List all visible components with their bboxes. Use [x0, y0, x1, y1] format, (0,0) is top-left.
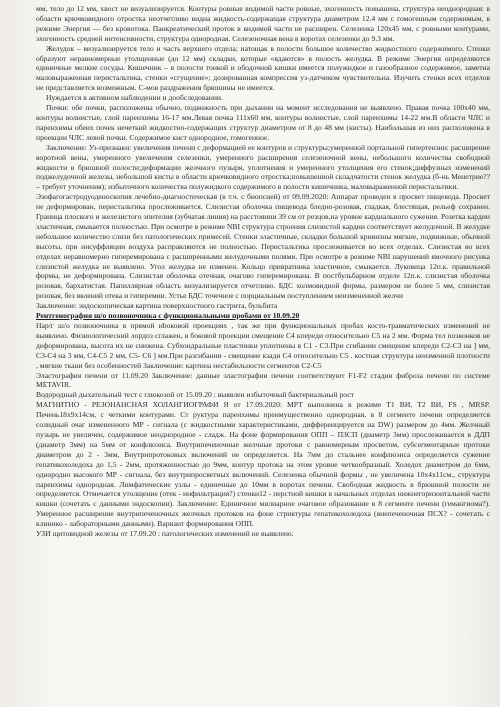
kidneys-paragraph: Почки: обе почки, расположены обычно, подвижность при дыхании на момент исследования не выявлено. Правая почка 100х40 мм, контуры волнистые, слой паренхимы 16-17 мм.Левая почка 111х60 мм, контуры волнистые, слой паренхимы 14-22 мм.В области ЧЛС и паренхимы обеих почек нечеткий жидкостно-содержащих структур диаметром от 8 до 48 мм (кисты). Наибольшая из них расположена в проекции ЧЛС левой почки. Содержимое кист однородное, гомогенное. [36, 103, 490, 142]
xray-paragraph: Нар/г ш/о позвоночника в прямой иboковой проекциях , так же при функциональных пробах косто-травматических изменений не выявлено. Физиологический лордоз сглажен, в боковой проекции смещение С4 кпереди относительно С5 на 2 мм. Форма тел позвонков не деформирована, высота их не снижена. Субхондральные пластинки уплотнены в С1 - С3.При сгибании смещение кпереди С2-С3 на ] мм, С3-С4 на 3 мм, С4-С5 2 мм, С5- С6 ] мм.При разгибании - смещение кзади С4 относительно С5 . костная структура неизменной плотности , мягкие ткани без особенностей Заключение: картина нестабильности сегментов С2-С5 [36, 321, 490, 370]
egds-conclusion: Заключение: эндоскопическая картина поверхностного гастрита, бульбита [36, 301, 278, 311]
document-body [36, 4, 490, 539]
stomach-intestine-paragraph: Желудок – визуализируется тело и часть верхнего отдела; натощак в полости большое количество жидкостного содержимого. Стенки образуют неравномерные утолщенные (до 12 мм) складки, которые «вдаются» в полость желудка. В режиме Энергия определяются единичные мелкие сосуды. Кишечник – в полости тонкой и ободочной кишки имеется полужидкое и газообразное содержимое, заметна маловыраженная перистальтика, стенки «сгущение»; дозированная компрессия уз-датчиком чувствительна. Изучить стенки всех отделов не представляется возможным. С-мов раздражения брюшины не имеется. [36, 43, 490, 93]
pancreas-spleen-paragraph: мм, тело до 12 мм, хвост не визуализируется. Контуры ровные видимой части ровные, эхогенность повышена, структура неоднородная: в области крючковидного отростка неотчетливо видна жидкость-содержащая структура диаметром 12.4 мм с гомогенным содержимым, в режиме Энергия — без кровотока. Панкреатический проток в видимой части не расширен. Селезенка 120х45 мм, с ровными контурами, эхогенность средней интенсивности, структура однородная. Селезеночная вена в воротах селезенки до 9.3 мм. [36, 4, 490, 43]
observation-note: Нуждается в активном наблюдении и дообследовании. [46, 93, 223, 103]
egds-section: Эзофагогастродуоденоскопия лечебно-диагностическая (в т.ч. с биопсией) от 09.09.2020: Аппарат проведен в просвет пищевода. Просвет не деформирован, перистальтика прослеживается. Слизистая оболочка пищевода бледно-розовая, гладкая, блестящая, рельеф сохранен. Граница плоского и железистого эпителия (зубчатая линия) на расстоянии 39 см от резцов,на уровне кардиального сужения. Розетка кардии эластичная, смыкается полностью. При осмотре в режиме NBI структура строения слизистой кардии соответствует желудочной. В желудке небольшое количество слизи без патологических примесей. Стенки эластичные, складки большой кривизны мягкие, подвижные, обычной высоты, при инсуффляции воздуха расправляются не полностью. Перистальтика прослеживается во всех отделах. Слизистая во всех отделах неравномерно гиперемирована с расширенными желудочными полями. При осмотре в режиме NBI нарушений ямочного рисунка слизистой желудка не выявлено. Угол желудка не изменен. Кольцо привратника эластичное, смыкается. Луковица 12п.к. правильной формы, не деформирована. Слизистая оболочка отечная, очагово гиперемирована. В постбульбарном отделе 12п.к. слизистая оболочка розовая, бархатистая. Папиллярная область визуализируется отчетливо. БДС холмовидной формы, размером не более 5 мм, слизистая розовая, без явлений отека и гиперемии. Устье БДС точечное с порциальным поступлением неизмененной желчи [36, 192, 490, 301]
xray-heading: Рентгенография ш/о позвоночника с функциональными пробами от 10.09.20 [36, 311, 300, 321]
mrcp-section: МАГНИТНО - РЕЗОНАНСНАЯ ХОЛАНГИОГРАФИ Я от 17.09.2020: МРТ выполнена в режиме T1 ВИ, T2 ВИ, FS , MRSP. Печень18х9х14см, с четкими контурами. Ст руктура паренхимы преимущественно однородная, в 8 сегменте печени определяется солидный очаг измененного МР - сигнала (с жидкостными характеристиками, дифференцируется на DW) размером до 4мм. Желчный пузырь не увеличен, содержимое неоднородное - сладж. На фоне формирования ОПП – ПЗСП (диаметр 3мм) прослеживается в ДДП (диаметр 3мм) на 5мм от конфлюэнса. Внутрипеченочные желчные протоки с равномерным просветом, субсегментарные протоки диаметром до 2 - 3мм, Внутрипротоковых включений не определяется. На 7мм до стальнее конфлюэнса определяется сужение гепатикохоледоха до 1,5 - 2мм, протяженностью до 9мм, контур протока на этом уровне четкообразный. Холедох диаметром до 6мм, однородно высокого МР - сигнала, без внутрипросветных включений. Селезенка обычной формы , не увеличена 10х4х11см., структура паренхимы однородная. Лимфатические узлы - единичные до 10мм в воротах печени. Свободная жидкость в брюшной полости не определяется. Отмечается утолщение (отек - инфильтрация?) стенки12 - перстной кишки в начальных отделах нижнегоризонтальной части кишки (сочетать с данными эндоскопии). Заключение: Единичное милиарное очаговое образование в 8 сегменте печени (гемангиома?). Умеренное расширение внутрипеченочных желчных протоков на фоне стриктуры гепатикохоледоха (внепеченочная ПСХ? - сочетать с клинико - лабораторными данными). Вариант формирования ОПП. [36, 400, 490, 529]
hydrogen-breath-test: Водородный дыхательный тест с глюкозой от 15.09.20 : выявлен избыточный бактериальный рост [36, 390, 354, 400]
thyroid-ultrasound: УЗИ щитовидной железы от 17.09.20 : патологических изменений не выявлено. [36, 529, 294, 539]
ultrasound-conclusion: Заключение: Уз-признаки: увеличения печени с деформацией ее контуров и структуры;умеренной портальной гипертензии: расширение воротной вены, умеренного увеличения селезенки, умеренного расширения селезеночной вены, небольшого количества свободной жидкости в брюшной полости;деформации желчного пузыря, уплотнения и умеренного утолщения его стенок;диффузных изменений поджелудочной железы, небольшой кисты в области крючковидного отростка;повышенной складчатости стенок желудка (б-нь Менетрие?? – требует уточнения); избыточного количества полужидкого содержимого в полости кишечника, маловыраженной перистальтики. [36, 142, 490, 192]
elastography-section: Эластография печени от 11.09.20 Заключение: данные эластографии печени соответствуют F1-F2 стадии фиброза печени по системе METAVIR. [36, 370, 490, 390]
